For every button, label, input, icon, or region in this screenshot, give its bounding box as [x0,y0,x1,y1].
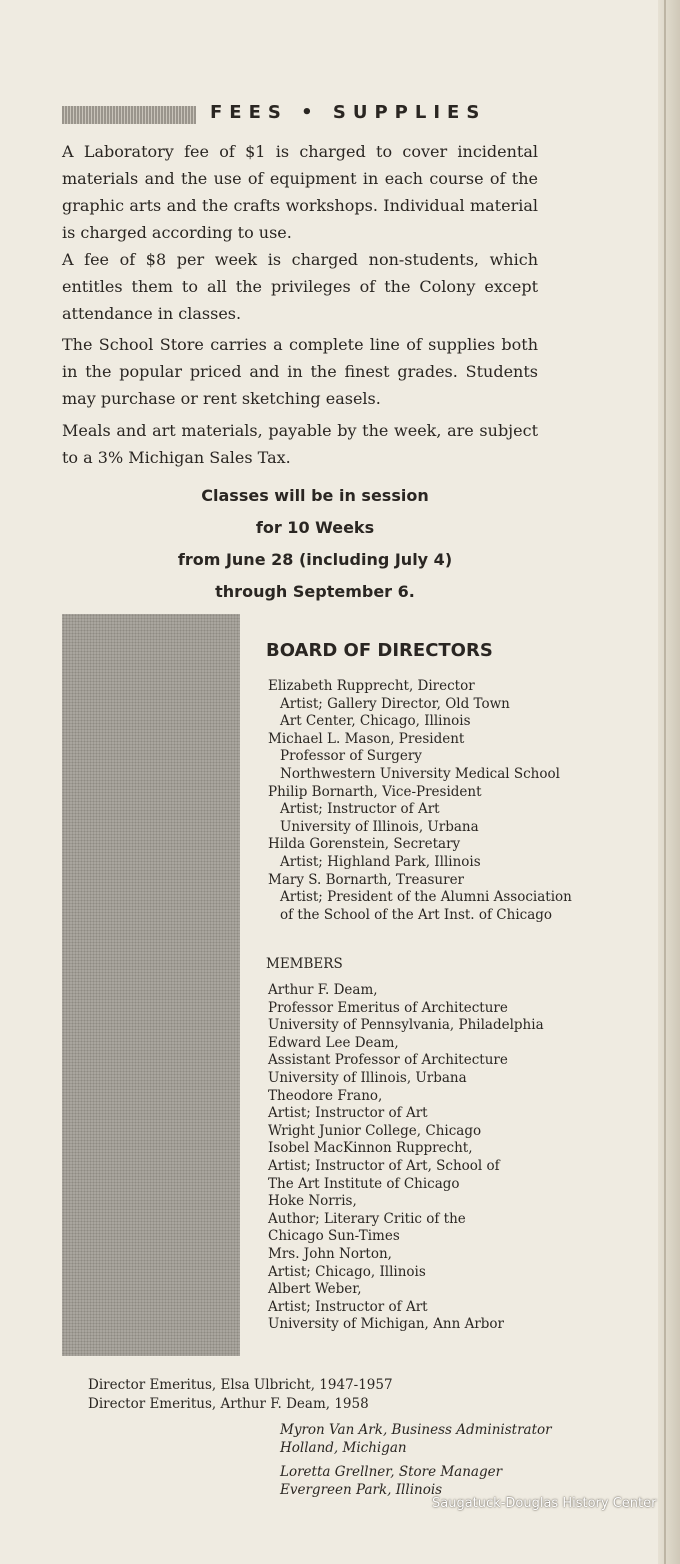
staff-line: Holland, Michigan [280,1439,407,1456]
member-line: Professor Emeritus of Architecture [268,999,508,1016]
director-name: Hilda Gorenstein, Secretary [268,836,461,853]
members-heading: MEMBERS [266,956,343,972]
member-line: Edward Lee Deam, [268,1034,399,1051]
staff-business-administrator [280,1422,552,1457]
member-line: Mrs. John Norton, [268,1245,392,1262]
member-line: University of Pennsylvania, Philadelphia [268,1017,544,1034]
staff-store-manager [280,1464,502,1499]
emeritus-line: Director Emeritus, Arthur F. Deam, 1958 [88,1396,369,1412]
director-detail: Art Center, Chicago, Illinois [280,713,471,730]
fees-supplies-heading: FEES • SUPPLIES [210,102,487,123]
staff-line: Loretta Grellner, Store Manager [280,1464,503,1480]
member-line: Isobel MacKinnon Rupprecht, [268,1140,473,1157]
director-name: Philip Bornarth, Vice-President [268,783,482,800]
session-dates [100,480,530,608]
member-line: Chicago Sun-Times [268,1228,400,1245]
header-gray-bar [62,106,196,124]
emeritus-line: Director Emeritus, Elsa Ulbricht, 1947-1957 [88,1377,393,1393]
member-line: Artist; Instructor of Art [268,1298,428,1315]
director-detail: Northwestern University Medical School [280,765,560,782]
archive-watermark: Saugatuck-Douglas History Center [432,1496,657,1511]
session-line: for 10 Weeks [255,518,375,537]
director-detail: Artist; Gallery Director, Old Town [280,695,510,712]
director-detail: Artist; Highland Park, Illinois [280,853,481,870]
member-line: Hoke Norris, [268,1193,357,1210]
board-of-directors-heading: BOARD OF DIRECTORS [266,640,493,661]
member-line: Artist; Chicago, Illinois [268,1263,426,1280]
directors-emeritus [88,1376,393,1414]
member-line: Artist; Instructor of Art, School of [268,1157,500,1174]
fees-paragraph-store: The School Store carries a complete line of supplies both in the popular priced and in the finest grades. Students may purchase or rent sketching easels. [62,335,538,408]
member-line: Albert Weber, [268,1281,362,1298]
member-line: University of Michigan, Ann Arbor [268,1316,504,1333]
director-detail: of the School of the Art Inst. of Chicago [280,906,553,923]
director-detail: Artist; Instructor of Art [280,801,440,818]
director-detail: Artist; President of the Alumni Association [280,889,572,906]
member-line: Wright Junior College, Chicago [268,1122,482,1139]
member-line: Author; Literary Critic of the [268,1210,466,1227]
halftone-gray-block [62,614,240,1356]
fees-paragraph-lab: A Laboratory fee of $1 is charged to cover incidental materials and the use of equipment in each course of the graphic arts and the crafts workshops. Individual material is charged according to use. [62,142,538,242]
staff-line: Evergreen Park, Illinois [280,1481,443,1498]
fees-paragraph-nonstudents: A fee of $8 per week is charged non-students, which entitles them to all the privileges of the Colony except attendance in classes. [62,250,538,323]
staff-line: Myron Van Ark, Business Administrator [280,1422,552,1438]
session-line: through September 6. [215,582,415,601]
directors-list [268,678,648,924]
member-line: Artist; Instructor of Art [268,1105,428,1122]
page-edge-line [664,0,666,1564]
member-line: Assistant Professor of Architecture [268,1052,508,1069]
member-line: University of Illinois, Urbana [268,1069,467,1086]
members-list [268,982,648,1334]
member-line: The Art Institute of Chicago [268,1175,460,1192]
page-edge [658,0,680,1564]
session-line: Classes will be in session [201,486,429,505]
director-name: Elizabeth Rupprecht, Director [268,678,475,694]
member-line: Arthur F. Deam, [268,982,378,998]
director-name: Michael L. Mason, President [268,730,465,747]
director-detail: Professor of Surgery [280,748,422,765]
fees-paragraph-tax: Meals and art materials, payable by the week, are subject to a 3% Michigan Sales Tax. [62,421,538,467]
director-detail: University of Illinois, Urbana [280,818,479,835]
session-line: from June 28 (including July 4) [177,550,453,569]
member-line: Theodore Frano, [268,1087,383,1104]
director-name: Mary S. Bornarth, Treasurer [268,871,465,888]
